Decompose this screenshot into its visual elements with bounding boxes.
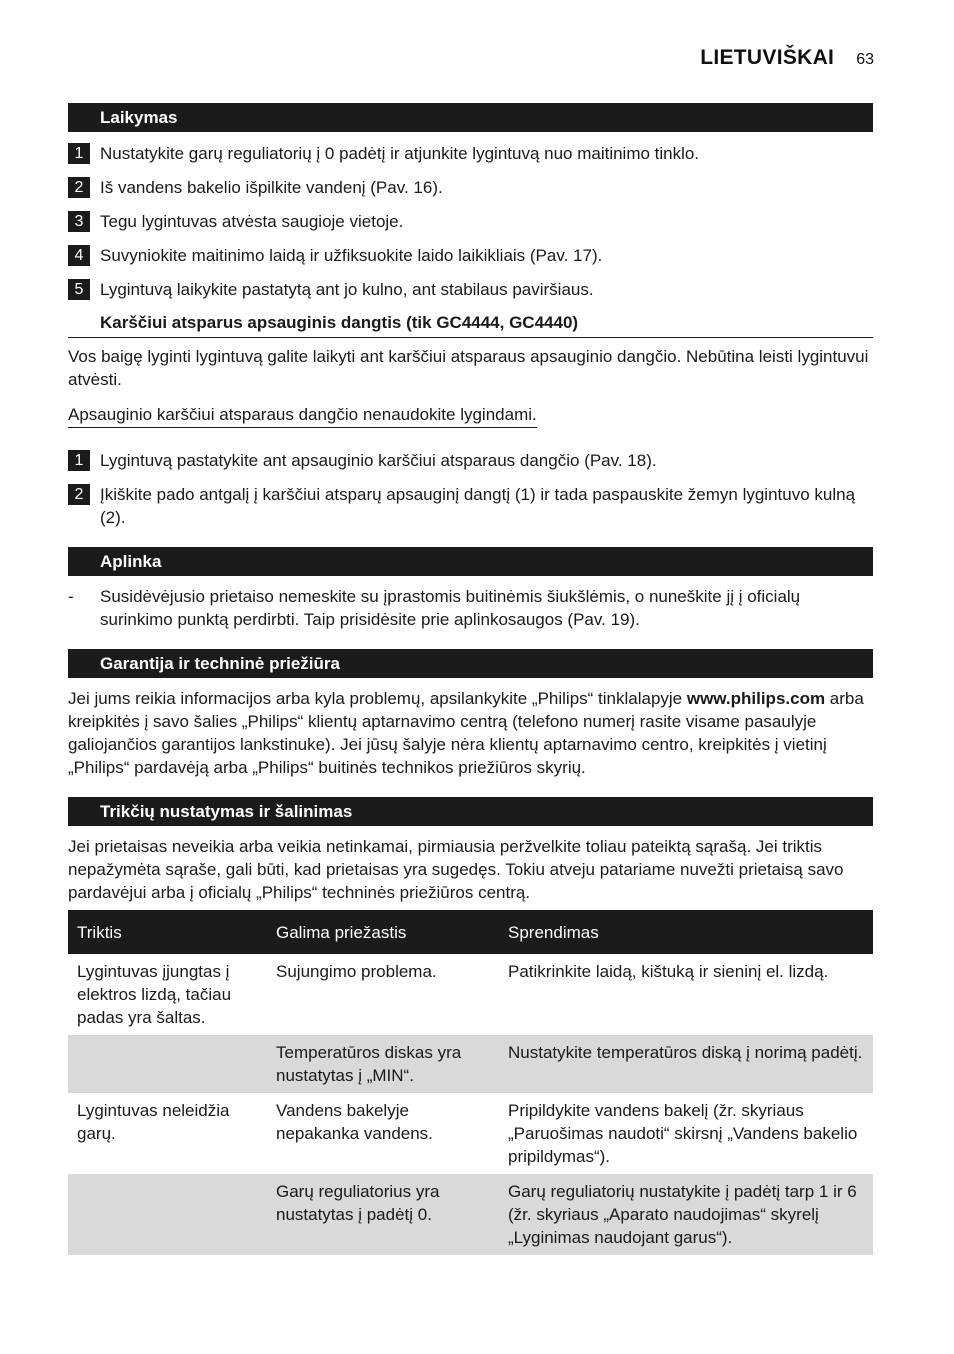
step-number: 4 bbox=[68, 245, 90, 266]
step-item bbox=[68, 142, 873, 165]
section-heading-laikymas: Laikymas bbox=[68, 103, 873, 132]
page-header bbox=[700, 46, 874, 70]
step-item bbox=[68, 176, 873, 199]
dangtis-intro: Vos baigę lyginti lygintuvą galite laikyti ant karščiui atsparaus apsauginio dangčio. Nebūtina leisti lygintuvui atvėsti. bbox=[68, 347, 869, 389]
cell-solution: Pripildykite vandens bakelį (žr. skyriaus „Paruošimas naudoti“ skirsnį „Vandens bakelio pripildymas“). bbox=[508, 1101, 858, 1166]
table-row bbox=[68, 1174, 873, 1255]
table-row bbox=[68, 954, 873, 1035]
philips-url: www.philips.com bbox=[686, 689, 826, 708]
cell-cause: Garų reguliatorius yra nustatytas į padėtį 0. bbox=[267, 1174, 499, 1255]
language-label: LIETUVIŠKAI bbox=[700, 46, 835, 69]
table-row bbox=[68, 1035, 873, 1093]
step-text: Tegu lygintuvas atvėsta saugioje vietoje. bbox=[100, 212, 404, 231]
step-item bbox=[68, 244, 873, 267]
step-item bbox=[68, 483, 873, 529]
step-item bbox=[68, 278, 873, 301]
cell-solution: Garų reguliatorių nustatykite į padėtį tarp 1 ir 6 (žr. skyriaus „Aparato naudojimas“ skyrelį „Lyginimas naudojant garus“). bbox=[499, 1174, 873, 1255]
dangtis-warning: Apsauginio karščiui atsparaus dangčio nenaudokite lygindami. bbox=[68, 403, 537, 428]
step-text: Iš vandens bakelio išpilkite vandenį (Pav. 16). bbox=[100, 178, 443, 197]
garantija-text-after: arba kreipkitės į savo šalies „Philips“ klientų aptarnavimo centrą (telefono numerį rasite visame pasaulyje galiojančios garantijos lankstinuke). Jei jūsų šalyje nėra klientų aptarnavimo centro, kreipkitės į vietinį „Philips“ pardavėją arba „Philips“ buitinės technikos priežiūros skyrių. bbox=[68, 689, 864, 777]
step-text: Lygintuvą laikykite pastatytą ant jo kulno, ant stabilaus paviršiaus. bbox=[100, 280, 594, 299]
step-number: 1 bbox=[68, 450, 90, 471]
column-header: Galima priežastis bbox=[267, 910, 499, 954]
cell-problem bbox=[68, 1174, 267, 1255]
table-row bbox=[68, 1093, 873, 1174]
step-text: Suvyniokite maitinimo laidą ir užfiksuokite laido laikikliais (Pav. 17). bbox=[100, 246, 603, 265]
step-number: 2 bbox=[68, 484, 90, 505]
step-text: Įkiškite pado antgalį į karščiui atsparų apsauginį dangtį (1) ir tada paspauskite žemyn lygintuvo kulną (2). bbox=[100, 485, 856, 527]
dash-bullet: - bbox=[68, 587, 74, 606]
cell-problem: Lygintuvas įjungtas į elektros lizdą, tačiau padas yra šaltas. bbox=[77, 962, 232, 1027]
step-item bbox=[68, 210, 873, 233]
troubleshooting-table bbox=[68, 910, 873, 1255]
garantija-text-before: Jei jums reikia informacijos arba kyla problemų, apsilankykite „Philips“ tinklalapyje bbox=[68, 689, 687, 708]
cell-cause: Vandens bakelyje nepakanka vandens. bbox=[276, 1101, 433, 1143]
aplinka-text: Susidėvėjusio prietaiso nemeskite su įprastomis buitinėmis šiukšlėmis, o nuneškite jį į oficialų surinkimo punktą perdirbti. Taip prisidėsite prie aplinkosaugos (Pav. 19). bbox=[100, 587, 801, 629]
column-header: Triktis bbox=[68, 910, 267, 954]
step-number: 5 bbox=[68, 279, 90, 300]
garantija-text bbox=[68, 687, 873, 779]
table-header-row bbox=[68, 910, 873, 954]
list-item bbox=[68, 585, 873, 631]
cell-problem bbox=[68, 1035, 267, 1093]
subsection-heading-dangtis: Karščiui atsparus apsauginis dangtis (tik GC4444, GC4440) bbox=[100, 313, 579, 332]
divider bbox=[68, 337, 873, 338]
step-number: 3 bbox=[68, 211, 90, 232]
section-heading-aplinka: Aplinka bbox=[68, 547, 873, 576]
step-number: 2 bbox=[68, 177, 90, 198]
step-item bbox=[68, 449, 873, 472]
section-heading-garantija: Garantija ir techninė priežiūra bbox=[68, 649, 873, 678]
cell-cause: Sujungimo problema. bbox=[276, 962, 437, 981]
section-heading-triktys: Trikčių nustatymas ir šalinimas bbox=[68, 797, 873, 826]
cell-problem: Lygintuvas neleidžia garų. bbox=[77, 1101, 230, 1143]
triktys-intro: Jei prietaisas neveikia arba veikia netinkamai, pirmiausia peržvelkite toliau pateiktą sąrašą. Jei triktis nepažymėta sąraše, gali būti, kad prietaisas yra sugedęs. Tokiu atveju patariame nuvežti prietaisą savo pardavėjui arba į oficialų „Philips“ techninės priežiūros centrą. bbox=[68, 837, 844, 902]
step-text: Nustatykite garų reguliatorių į 0 padėtį ir atjunkite lygintuvą nuo maitinimo tinklo. bbox=[100, 144, 700, 163]
cell-cause: Temperatūros diskas yra nustatytas į „MIN“. bbox=[267, 1035, 499, 1093]
column-header: Sprendimas bbox=[499, 910, 873, 954]
page-number: 63 bbox=[856, 51, 874, 68]
cell-solution: Patikrinkite laidą, kištuką ir sieninį el. lizdą. bbox=[508, 962, 829, 981]
step-number: 1 bbox=[68, 143, 90, 164]
cell-solution: Nustatykite temperatūros diską į norimą padėtį. bbox=[499, 1035, 873, 1093]
step-text: Lygintuvą pastatykite ant apsauginio karščiui atsparaus dangčio (Pav. 18). bbox=[100, 451, 657, 470]
